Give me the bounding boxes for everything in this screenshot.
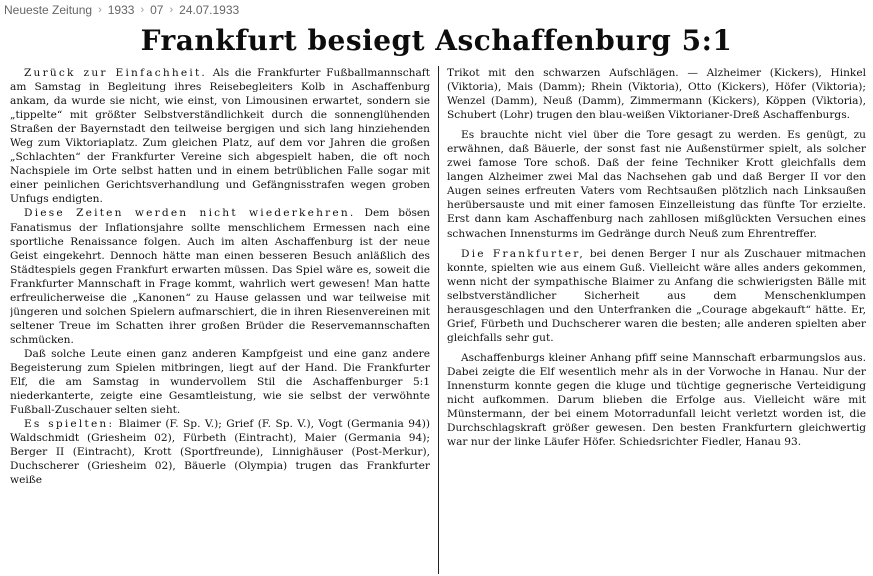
paragraph-lead: Diese Zeiten werden nicht wiederkehren.: [24, 207, 356, 220]
paragraph: [447, 128, 866, 240]
paragraph-text: bei denen Berger I nur als Zuschauer mitmachen konnte, spielten wie aus einem Guß. Vielleicht wäre alles anders gekommen, wenn nicht der sympathische Blaimer zu Anfang die schwierigsten Bälle mit selbstverständlicher Sicherheit aus dem Menschenklumpen herausgeschlagen und den Unterfranken die „Courage abgekauft“ hätte. Er, Grief, Fürbeth und Duchscherer waren die besten; alle anderen spielten aber gleichfalls sehr gut.: [447, 247, 866, 344]
paragraph: [447, 66, 866, 122]
breadcrumb: [4, 3, 239, 17]
paragraph-text: Es brauchte nicht viel über die Tore gesagt zu werden. Es genügt, zu erwähnen, daß Bäuerle, der sonst fast nie Außenstürmer spielt, als solcher zwei famose Tore schoß. Daß der feine Techniker Krott gleichfalls dem langen Alzheimer zwei Mal das Nachsehen gab und daß Berger II vor den Augen seines erfreuten Vaters vom Rechtsaußen plötzlich nach Linksaußen herübersauste und mit einer famosen Einzelleistung das fünfte Tor erzielte. Erst dann kam Aschaffenburg nach zahllosen mißglückten Versuchen eines schwachen Innensturms im Gedränge durch Neuß zum Ehrentreffer.: [447, 129, 866, 240]
breadcrumb-item-month[interactable]: 07: [150, 3, 164, 17]
paragraph-text: Trikot mit den schwarzen Aufschlägen. — Alzheimer (Kickers), Hinkel (Viktoria), Mais (Damm); Rhein (Viktoria), Otto (Kickers), Höfer (Viktoria); Wenzel (Damm), Neuß (Damm), Zimmermann (Kickers), Köppen (Viktoria), Schubert (Lohr) trugen den blau-weißen Viktorianer-Dreß Aschaffenburgs.: [447, 67, 866, 122]
breadcrumb-separator-icon: ›: [169, 4, 174, 16]
article-body: [10, 66, 866, 574]
paragraph-lead: Es spielten:: [24, 418, 115, 431]
paragraph: [10, 206, 430, 346]
paragraph-lead: Die Frankfurter,: [461, 247, 585, 260]
paragraph: [10, 347, 430, 417]
breadcrumb-separator-icon: ›: [98, 4, 102, 16]
paragraph-text: Dem bösen Fanatismus der Inflationsjahre sollte menschlichem Ermessen nach eine sportliche Renaissance folgen. Auch im alten Aschaffenburg ist der neue Geist eingekehrt. Dennoch hätte man einen besseren Besuch anläßlich des Städtespiels gegen Frankfurt erwarten müssen. Das Spiel wäre es, soweit die Frankfurter Mannschaft in Frage kommt, wahrlich wert gewesen! Man hatte erfreulicherweise die „Kanonen“ zu Hause gelassen und war teilweise mit jüngeren und solchen Spielern aufmarschiert, die in ihren Riesenvereinen mit seltener Treue im Schatten ihrer großen Brüder die Reservemannschaften schmücken.: [10, 207, 430, 346]
article-column-left: [10, 66, 438, 574]
article-headline: Frankfurt besiegt Aschaffenburg 5:1: [140, 24, 733, 57]
breadcrumb-item-year[interactable]: 1933: [107, 3, 135, 17]
paragraph-lead: Zurück zur Einfachheit.: [24, 67, 207, 79]
paragraph-text: Daß solche Leute einen ganz anderen Kampfgeist und eine ganz andere Begeisterung zum Spielen mitbringen, liegt auf der Hand. Die Frankfurter Elf, die am Samstag in wundervollem Stil die Aschaffenburger 5:1 niederkanterte, zeigte eine Gesamtleistung, wie sie selbst der verwöhnte Fußball-Zuschauer selten sieht.: [10, 347, 430, 417]
article-column-right: [438, 66, 866, 574]
breadcrumb-item-publication[interactable]: Neueste Zeitung: [4, 3, 93, 17]
paragraph: [10, 417, 430, 487]
breadcrumb-separator-icon: ›: [140, 4, 145, 16]
paragraph: [10, 66, 430, 206]
paragraph-text: Aschaffenburgs kleiner Anhang pfiff seine Mannschaft erbarmungslos aus. Dabei zeigte die Elf wesentlich mehr als in der Vorwoche in Hanau. Nur der Innensturm konnte gegen die kluge und tüchtige gegnerische Verteidigung nicht aufkommen. Darum blieben die Erfolge aus. Vielleicht wäre mit Münstermann, der bei einem Motorradunfall leicht verletzt worden ist, die Durchschlagskraft größer gewesen. Den besten Frankfurtern gleichwertig war nur der linke Läufer Höfer. Schiedsrichter Fiedler, Hanau 93.: [447, 351, 866, 449]
paragraph: [447, 351, 866, 449]
paragraph: [447, 247, 866, 345]
breadcrumb-item-date: 24.07.1933: [179, 3, 240, 17]
paragraph-text: Blaimer (F. Sp. V.); Grief (F. Sp. V.), Vogt (Germania 94)) Waldschmidt (Griesheim 02), Fürbeth (Eintracht), Maier (Germania 94); Berger II (Eintracht), Krott (Sportfreunde), Linnighäuser (Post-Merkur), Duchscherer (Griesheim 02), Bäuerle (Olympia) trugen das Frankfurter weiße: [10, 418, 430, 487]
paragraph-text: Als die Frankfurter Fußballmannschaft am Samstag in Begleitung ihres Reisebegleiters Kolb in Aschaffenburg ankam, da wurde sie nicht, wie einst, von Limousinen erwartet, sondern sie „tippelte“ mit größter Selbstverständlichkeit durch die sonnenglühenden Straßen der Bayernstadt den teilweise bergigen und sich lang hinziehenden Weg zum Viktoriaplatz. Zum gleichen Platz, auf dem vor Jahren die großen „Schlachten“ der Frankfurter Vereine sich abgespielt haben, die oft noch Nachspiele im Orte selbst hatten und in einem betrüblichen Falle sogar mit einer peinlichen Gerichtsverhandlung und Gefängnisstrafen wegen groben Unfugs endigten.: [10, 67, 430, 206]
